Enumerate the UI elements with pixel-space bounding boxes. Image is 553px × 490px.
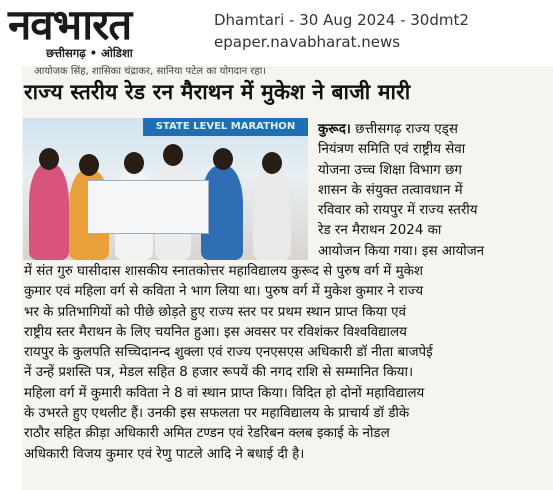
logo-text: नवभारत — [8, 0, 132, 49]
dateline: कुरूद। — [318, 122, 351, 137]
headline: राज्य स्तरीय रेड रन मैराथन में मुकेश ने बाजी मारी — [24, 80, 411, 104]
person-figure — [253, 170, 291, 260]
body-line: शासन के संयुक्त तत्वावधान में — [318, 182, 463, 198]
masthead — [0, 0, 553, 64]
body-line: राष्ट्रीय स्तर मैराथन के लिए चयनित हुआ। इस अवसर पर रविशंकर विश्वविद्यालय — [24, 324, 407, 340]
body-line: अधिकारी विजय कुमार एवं रेणु पाटले आदि ने बधाई दी है। — [24, 446, 305, 462]
news-clipping — [22, 66, 553, 490]
body-line: महिला वर्ग में कुमारी कविता ने 8 वां स्थान प्राप्त किया। विदित हो दोनों महाविद्यालय — [24, 385, 425, 401]
photo-banner: STATE LEVEL MARATHON — [143, 118, 308, 136]
body-line: नें उन्हें प्रशस्ति पत्र, मेडल सहित 8 हजार रूपयें की नगद राशि से सम्मानित किया। — [24, 365, 414, 381]
epaper-url: epaper.navabharat.news — [214, 33, 401, 51]
body-line: नियंत्रण समिति एवं राष्ट्रीय सेवा — [318, 142, 466, 158]
person-figure — [29, 164, 69, 260]
body-line: में संत गुरु घासीदास शासकीय स्नातकोत्तर महाविद्यालय कुरूद से पुरुष वर्ग में मुकेश — [24, 264, 423, 279]
body-line: कुमार एवं महिला वर्ग से कविता ने भाग लिया था। पुरुष वर्ग में मुकेश कुमार ने राज्य — [24, 284, 424, 300]
edition-meta: Dhamtari - 30 Aug 2024 - 30dmt2 — [214, 11, 469, 29]
edition-label: छत्तीसगढ़ • ओडिशा — [46, 46, 133, 60]
body-line: रायपुर के कुलपति सच्चिदानन्द शुक्ला एवं राज्य एनएसएस अधिकारी डॉ नीता बाजपेई — [24, 345, 433, 361]
person-head — [39, 148, 59, 170]
body-line: रविवार को रायपुर में राज्य स्तरीय — [318, 203, 478, 219]
person-head — [262, 152, 282, 174]
person-head — [163, 144, 183, 166]
person-head — [79, 154, 99, 176]
person-head — [213, 148, 233, 170]
body-line: भर के प्रतिभागियों को पीछे छोड़ते हुए राज्य स्तर पर प्रथम स्थान प्राप्त किया एवं — [24, 304, 407, 320]
article-body-right-column — [318, 120, 550, 262]
article-body-full-width — [24, 262, 550, 465]
body-line: योजना उच्च शिक्षा विभाग छग — [318, 162, 462, 178]
body-line: राठौर सहित क्रीड़ा अधिकारी अमित टण्डन एवं रेडरिबन क्लब इकाई के नोडल — [24, 426, 390, 442]
prize-cheque — [87, 180, 209, 234]
body-line: आयोजन किया गया। इस आयोजन — [318, 243, 485, 259]
body-line: छत्तीसगढ़ राज्य एड्स — [355, 122, 458, 137]
person-head — [124, 152, 144, 174]
newspaper-logo — [2, 2, 198, 62]
body-line: के उभरते हुए एथलीट हैं। उनकी इस सफलता पर महाविद्यालय के प्राचार्य डॉ डीके — [24, 406, 410, 422]
previous-article-cut-text: आयोजक सिंह, शासिका चंद्राकर, सानिया पटेल का योगदान रहा। — [34, 66, 267, 77]
body-line: रेड रन मैराथन 2024 का — [318, 223, 442, 239]
article-photo — [23, 118, 308, 260]
